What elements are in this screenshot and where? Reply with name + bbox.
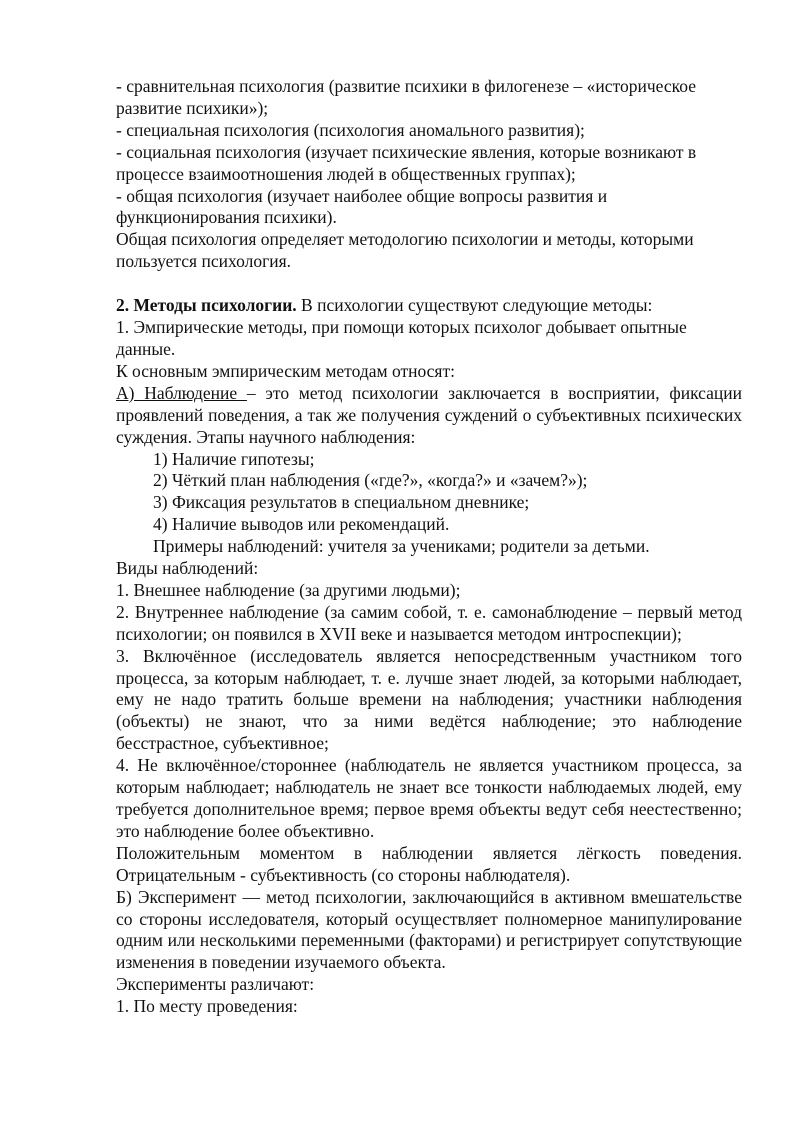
- paragraph-observation-examples: Примеры наблюдений: учителя за учениками; родители за детьми.: [153, 536, 650, 557]
- list-item-stage: 1) Наличие гипотезы;: [153, 448, 315, 469]
- paragraph-by-place: 1. По месту проведения:: [116, 996, 298, 1017]
- paragraph-special-psychology: - специальная психология (психология аномального развития);: [116, 119, 585, 140]
- section-heading-bold: 2. Методы психологии.: [116, 295, 297, 316]
- paragraph-comparative-psychology: - сравнительная психология (развитие психики в филогенезе – «историческое развитие психики»);: [116, 76, 696, 118]
- paragraph-experiments-title: Эксперименты различают:: [116, 974, 315, 995]
- paragraph-experiment: Б) Эксперимент — метод психологии, заключающийся в активном вмешательстве со стороны исследователя, который осуществляет полномерное манипулирование одним или несколькими переменными (факторами) и регистрирует сопутствующие изменения в поведении изучаемого объекта.: [116, 886, 742, 973]
- paragraph-social-psychology: - социальная психология (изучает психические явления, которые возникают в процессе взаимоотношения людей в общественных группах);: [116, 141, 697, 184]
- list-item-stage: 2) Чёткий план наблюдения («где?», «когда?» и «зачем?»);: [153, 470, 588, 491]
- paragraph-main-methods: К основным эмпирическим методам относят:: [116, 360, 455, 381]
- observation-definition: – это метод психологии заключается в восприятии, фиксации проявлений поведения, а так же получения суждений о субъективных психических суждения. Этапы научного наблюдения:: [116, 382, 742, 447]
- list-item-observation-type: 3. Включённое (исследователь является непосредственным участником того процесса, за которым наблюдает, т. е. лучше знает людей, за которыми наблюдает, ему не надо тратить больше времени на наблюдения; участники наблюдения (объекты) не знают, что за ними ведётся наблюдение; это наблюдение бесстрастное, субъективное;: [116, 645, 742, 754]
- blank-line: [116, 273, 742, 295]
- section-heading-methods: [116, 295, 742, 317]
- observation-term: А) Наблюдение: [116, 382, 247, 403]
- list-item-observation-type: 2. Внутреннее наблюдение (за самим собой, т. е. самонаблюдение – первый метод психологии; он появился в XVII веке и называется методом интроспекции);: [116, 601, 742, 644]
- paragraph-methodology: Общая психология определяет методологию психологии и методы, которыми пользуется психология.: [116, 229, 694, 272]
- paragraph-observation: [116, 383, 742, 449]
- list-item-stage: 4) Наличие выводов или рекомендаций.: [153, 514, 450, 535]
- document-page: [116, 76, 742, 1018]
- list-item-stage: 3) Фиксация результатов в специальном дневнике;: [153, 492, 530, 513]
- paragraph-empirical-methods: 1. Эмпирические методы, при помощи которых психолог добывает опытные данные.: [116, 317, 687, 359]
- paragraph-general-psychology: - общая психология (изучает наиболее общие вопросы развития и функционирования психики).: [116, 185, 608, 228]
- paragraph-observation-types-title: Виды наблюдений:: [116, 558, 259, 579]
- paragraph-pros-cons: Положительным моментом в наблюдении является лёгкость поведения. Отрицательным - субъективность (со стороны наблюдателя).: [116, 842, 742, 885]
- section-heading-rest: В психологии существуют следующие методы:: [296, 295, 653, 316]
- list-item-observation-type: 1. Внешнее наблюдение (за другими людьми);: [116, 579, 461, 600]
- list-item-observation-type: 4. Не включённое/стороннее (наблюдатель не является участником процесса, за которым наблюдает; наблюдатель не знает все тонкости наблюдаемых людей, ему требуется дополнительное время; первое время объекты ведут себя неестественно; это наблюдение более объективно.: [116, 755, 742, 841]
